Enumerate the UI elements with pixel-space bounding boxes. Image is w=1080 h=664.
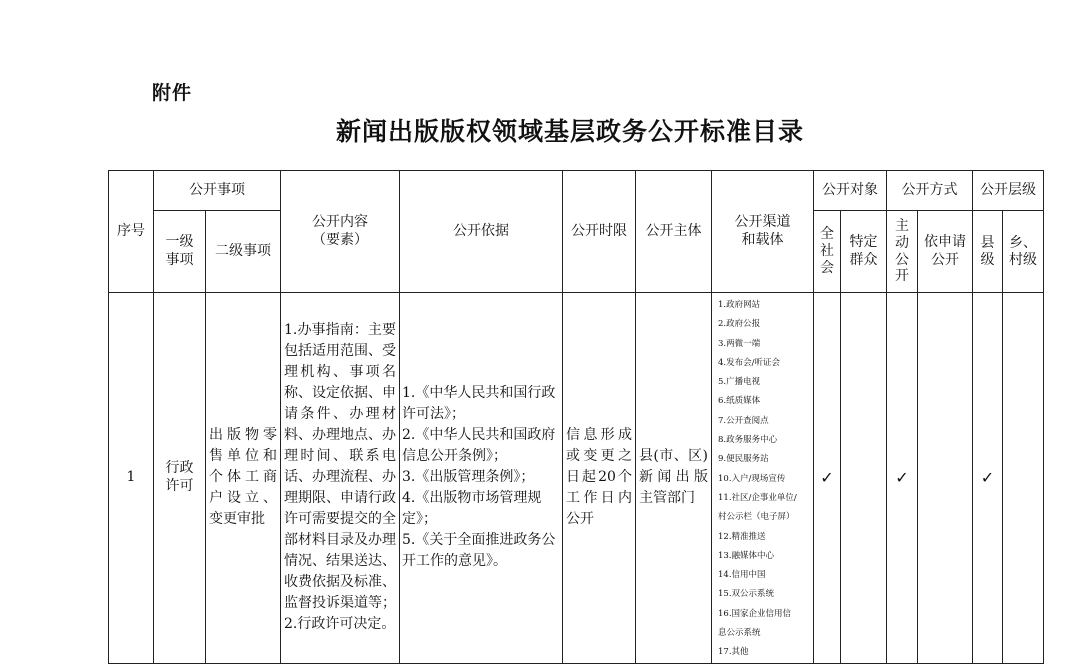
header-method-request: 依申请公开 (918, 211, 973, 293)
check-level-county: ✓ (973, 293, 1003, 664)
row-level1: 行政许可 (154, 293, 206, 664)
channel-item: 2.政府公报 (718, 319, 761, 330)
channel-item: 9.便民服务站 (718, 454, 769, 465)
header-level1: 一级事项 (154, 211, 206, 293)
header-matter-group: 公开事项 (154, 171, 281, 211)
check-level-township (1003, 293, 1044, 664)
channel-item: 17.其他 (718, 647, 749, 658)
channel-item: 16.国家企业信用信 (718, 608, 792, 619)
header-target-group: 公开对象 (814, 171, 887, 211)
channel-item: 14.信用中国 (718, 570, 766, 581)
row-subject: 县(市、区)新闻出版主管部门 (636, 293, 712, 664)
check-method-request (918, 293, 973, 664)
header-seq: 序号 (109, 171, 154, 293)
catalog-table (108, 170, 1044, 664)
basis-item: 3.《出版管理条例》； (402, 469, 535, 486)
channel-item: 7.公开查阅点 (718, 415, 769, 426)
header-target-specific: 特定群众 (841, 211, 887, 293)
row-content: 1.办事指南：主要包括适用范围、受理机构、事项名称、设定依据、申请条件、办理材料、办理地点、办理时间、联系电话、办理流程、办理期限、申请行政许可需要提交的全部材料目录及办理情况、结果送达、收费依据及标准、监督投诉渠道等；2.行政许可决定。 (281, 293, 400, 664)
channel-item: 6.纸质媒体 (718, 396, 761, 407)
channel-item: 村公示栏（电子屏） (718, 512, 795, 523)
channel-item: 4.发布会/听证会 (718, 357, 780, 368)
basis-item: 4.《出版物市场管理规定》； (402, 490, 542, 528)
header-level-township: 乡、村级 (1003, 211, 1044, 293)
channel-item: 11.社区/企事业单位/ (718, 492, 797, 503)
document-title: 新闻出版版权领域基层政务公开标准目录 (335, 117, 804, 146)
row-basis (400, 293, 563, 664)
header-method-group: 公开方式 (887, 171, 973, 211)
row-seq: 1 (109, 293, 154, 664)
header-target-all: 全社会 (814, 211, 841, 293)
channel-item: 15.双公示系统 (718, 589, 775, 600)
header-time-limit: 公开时限 (563, 171, 636, 293)
header-channel: 公开渠道和载体 (712, 171, 814, 293)
channel-item: 3.两微一端 (718, 338, 761, 349)
header-basis: 公开依据 (400, 171, 563, 293)
channel-item: 5.广播电视 (718, 377, 761, 388)
check-target-all: ✓ (814, 293, 841, 664)
channel-item: 13.融媒体中心 (718, 550, 775, 561)
channel-item: 1.政府网站 (718, 300, 761, 310)
attachment-label: 附件 (152, 82, 193, 104)
basis-item: 2.《中华人民共和国政府信息公开条例》； (402, 427, 556, 465)
channel-item: 息公示系统 (718, 628, 761, 639)
check-target-specific (841, 293, 887, 664)
channel-item: 10.入户/现场宣传 (718, 473, 786, 484)
header-method-active: 主动公开 (887, 211, 918, 293)
row-level2: 出版物零售单位和个体工商户设立、变更审批 (206, 293, 281, 664)
channel-item: 12.精准推送 (718, 531, 766, 542)
header-level2: 二级事项 (206, 211, 281, 293)
row-channels (712, 293, 814, 664)
channel-item: 8.政务服务中心 (718, 435, 778, 446)
basis-item: 5.《关于全面推进政务公开工作的意见》。 (402, 532, 556, 570)
header-subject: 公开主体 (636, 171, 712, 293)
check-method-active: ✓ (887, 293, 918, 664)
basis-item: 1.《中华人民共和国行政许可法》； (402, 385, 556, 423)
row-time-limit: 信息形成或变更之日起20个工作日内公开 (563, 293, 636, 664)
header-content: 公开内容（要素） (281, 171, 400, 293)
header-level-county: 县级 (973, 211, 1003, 293)
table-row (109, 293, 1044, 664)
header-level-group: 公开层级 (973, 171, 1044, 211)
